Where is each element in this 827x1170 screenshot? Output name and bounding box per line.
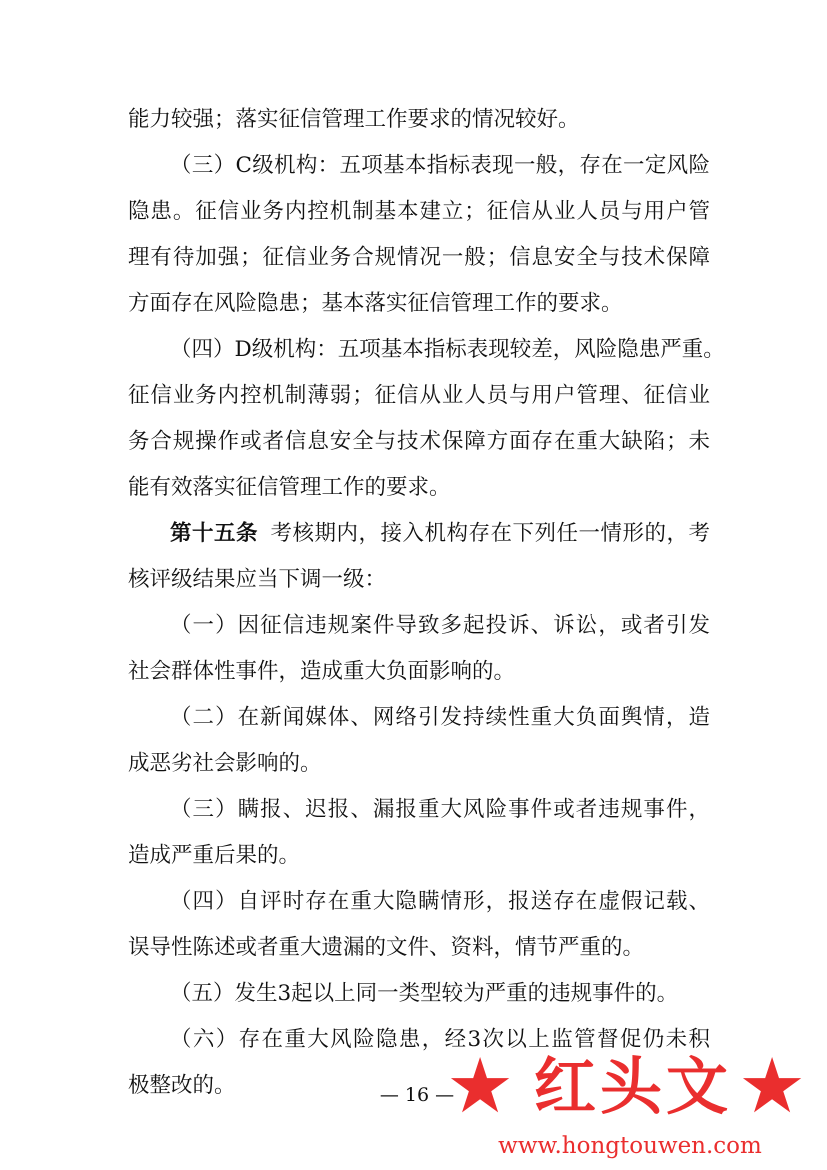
text-line: 征信业务内控机制薄弱；征信从业人员与用户管理、征信业 <box>128 383 710 408</box>
page-number: — 16 — <box>379 1084 455 1106</box>
text-line: 极整改的。 <box>128 1073 236 1098</box>
star-icon: ★ <box>738 1041 807 1130</box>
text-line: （三）C级机构：五项基本指标表现一般，存在一定风险 <box>170 153 710 178</box>
star-icon: ★ <box>446 1041 515 1130</box>
text-span: 考核期内，接入机构存在下列任一情形的，考 <box>270 521 710 546</box>
text-line: 核评级结果应当下调一级： <box>128 567 387 592</box>
article-heading: 第十五条 <box>170 521 258 546</box>
watermark-title: 红头文 <box>533 1050 732 1123</box>
text-line: 隐患。征信业务内控机制基本建立；征信从业人员与用户管 <box>128 199 710 224</box>
watermark-url: www.hongtouwen.com <box>498 1133 762 1159</box>
text-line: 能力较强；落实征信管理工作要求的情况较好。 <box>128 107 580 132</box>
text-line: 社会群体性事件，造成重大负面影响的。 <box>128 659 516 684</box>
text-line: 方面存在风险隐患；基本落实征信管理工作的要求。 <box>128 291 623 316</box>
article-line <box>170 519 710 549</box>
watermark <box>440 1041 820 1164</box>
text-line: 务合规操作或者信息安全与技术保障方面存在重大缺陷；未 <box>128 429 710 454</box>
text-line: （三）瞒报、迟报、漏报重大风险事件或者违规事件， <box>170 797 710 822</box>
text-line: （五）发生3起以上同一类型较为严重的违规事件的。 <box>170 981 679 1006</box>
text-line: （一）因征信违规案件导致多起投诉、诉讼，或者引发 <box>170 613 710 638</box>
text-line: 理有待加强；征信业务合规情况一般；信息安全与技术保障 <box>128 245 710 270</box>
text-line: （六）存在重大风险隐患，经3次以上监管督促仍未积 <box>170 1027 710 1052</box>
text-line: 误导性陈述或者重大遗漏的文件、资料，情节严重的。 <box>128 935 645 960</box>
text-line: （四）自评时存在重大隐瞒情形，报送存在虚假记载、 <box>170 889 710 914</box>
text-line: 造成严重后果的。 <box>128 843 301 868</box>
text-line: 能有效落实征信管理工作的要求。 <box>128 475 451 500</box>
text-line: （四）D级机构：五项基本指标表现较差，风险隐患严重。 <box>170 337 725 362</box>
text-line: 成恶劣社会影响的。 <box>128 751 322 776</box>
text-line: （二）在新闻媒体、网络引发持续性重大负面舆情，造 <box>170 705 710 730</box>
